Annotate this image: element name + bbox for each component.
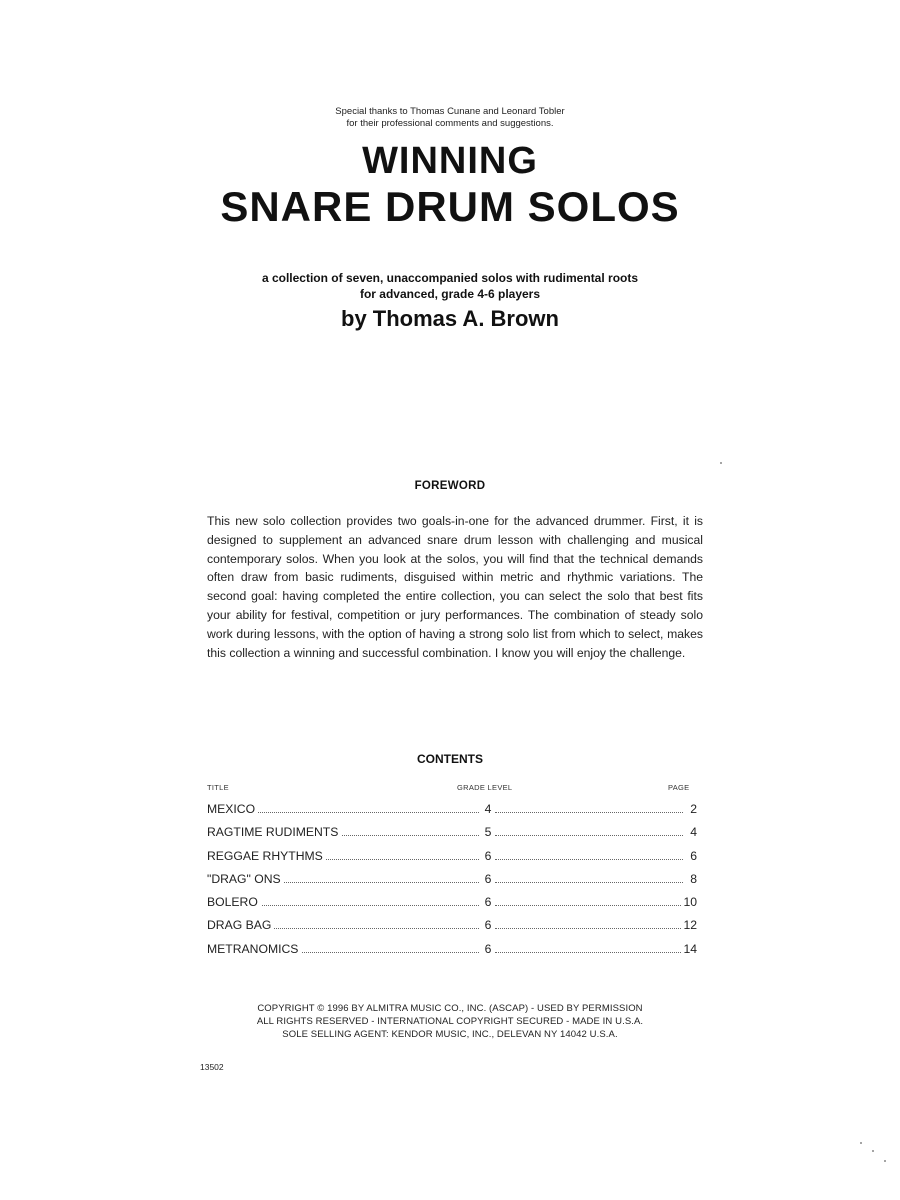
dot-leader xyxy=(495,905,683,906)
copyright-line-1: COPYRIGHT © 1996 BY ALMITRA MUSIC CO., INC. (ASCAP) - USED BY PERMISSION xyxy=(257,1003,643,1014)
page-number: 8 xyxy=(688,868,697,891)
dot-leader xyxy=(495,859,683,860)
dot-leader xyxy=(495,812,683,813)
scan-speck xyxy=(884,1160,886,1162)
contents-row xyxy=(207,845,697,868)
grade-level: 5 xyxy=(484,825,492,840)
subtitle-line-2: for advanced, grade 4-6 players xyxy=(359,287,541,301)
solo-title: REGGAE RHYTHMS xyxy=(207,845,326,868)
solo-title: DRAG BAG xyxy=(207,914,274,937)
contents-row xyxy=(207,891,697,914)
page-number: 14 xyxy=(681,938,697,961)
solo-title: METRANOMICS xyxy=(207,938,301,961)
copyright-line-3: SOLE SELLING AGENT: KENDOR MUSIC, INC., DELEVAN NY 14042 U.S.A. xyxy=(282,1029,618,1040)
scan-speck xyxy=(872,1150,874,1152)
contents-row xyxy=(207,914,697,937)
grade-level: 6 xyxy=(484,848,492,863)
acknowledgement-line-2: for their professional comments and suggestions. xyxy=(346,118,554,129)
contents-column-title: TITLE xyxy=(207,783,229,792)
page-number: 2 xyxy=(688,798,697,821)
contents-column-grade: GRADE LEVEL xyxy=(457,783,513,792)
page-number: 12 xyxy=(681,914,697,937)
copyright-line-2: ALL RIGHTS RESERVED - INTERNATIONAL COPYRIGHT SECURED - MADE IN U.S.A. xyxy=(256,1016,644,1027)
scan-speck xyxy=(720,462,722,464)
subtitle-line-1: a collection of seven, unaccompanied solos with rudimental roots xyxy=(261,271,639,285)
copyright-notice xyxy=(0,1002,900,1041)
contents-row xyxy=(207,798,697,821)
dot-leader xyxy=(495,882,683,883)
acknowledgement-line-1: Special thanks to Thomas Cunane and Leonard Tobler xyxy=(335,106,565,117)
dot-leader xyxy=(495,835,683,836)
grade-level: 4 xyxy=(484,802,492,816)
contents-heading: CONTENTS xyxy=(417,752,483,766)
foreword-body: This new solo collection provides two goals-in-one for the advanced drummer. First, it is designed to supplement an advanced snare drum lesson with challenging and musical contemporary solos. When you look at the solos, you will find that the technical demands often draw from basic rudiments, disguised within metric and rhythmic variations. The second goal: having completed the entire collection, you can select the solo that best fits your ability for festival, competition or jury performances. The combination of steady solo work during lessons, with the option of having a strong solo list from which to select, makes this collection a winning and successful combination. I know you will enjoy the challenge. xyxy=(207,514,703,660)
foreword-heading: FOREWORD xyxy=(414,480,486,492)
title-line-1: WINNING xyxy=(362,140,538,182)
grade-level: 6 xyxy=(484,895,492,910)
scan-speck xyxy=(860,1142,862,1144)
dot-leader xyxy=(495,928,683,929)
contents-row xyxy=(207,938,697,961)
acknowledgement xyxy=(0,106,900,130)
contents-list xyxy=(207,798,697,961)
catalog-number: 13502 xyxy=(200,1062,224,1072)
solo-title: RAGTIME RUDIMENTS xyxy=(207,821,341,844)
page-number: 6 xyxy=(688,845,697,868)
page-number: 10 xyxy=(681,891,697,914)
contents-row xyxy=(207,821,697,844)
grade-level: 6 xyxy=(484,941,492,956)
contents-column-page: PAGE xyxy=(668,783,690,792)
contents-row xyxy=(207,868,697,891)
grade-level: 6 xyxy=(484,871,492,886)
page-number: 4 xyxy=(688,821,697,844)
author: by Thomas A. Brown xyxy=(341,306,559,331)
title-line-2: SNARE DRUM SOLOS xyxy=(220,183,680,230)
dot-leader xyxy=(495,952,683,953)
grade-level: 6 xyxy=(484,918,492,933)
subtitle xyxy=(0,270,900,302)
solo-title: MEXICO xyxy=(207,798,258,821)
solo-title: "DRAG" ONS xyxy=(207,868,284,891)
solo-title: BOLERO xyxy=(207,891,261,914)
